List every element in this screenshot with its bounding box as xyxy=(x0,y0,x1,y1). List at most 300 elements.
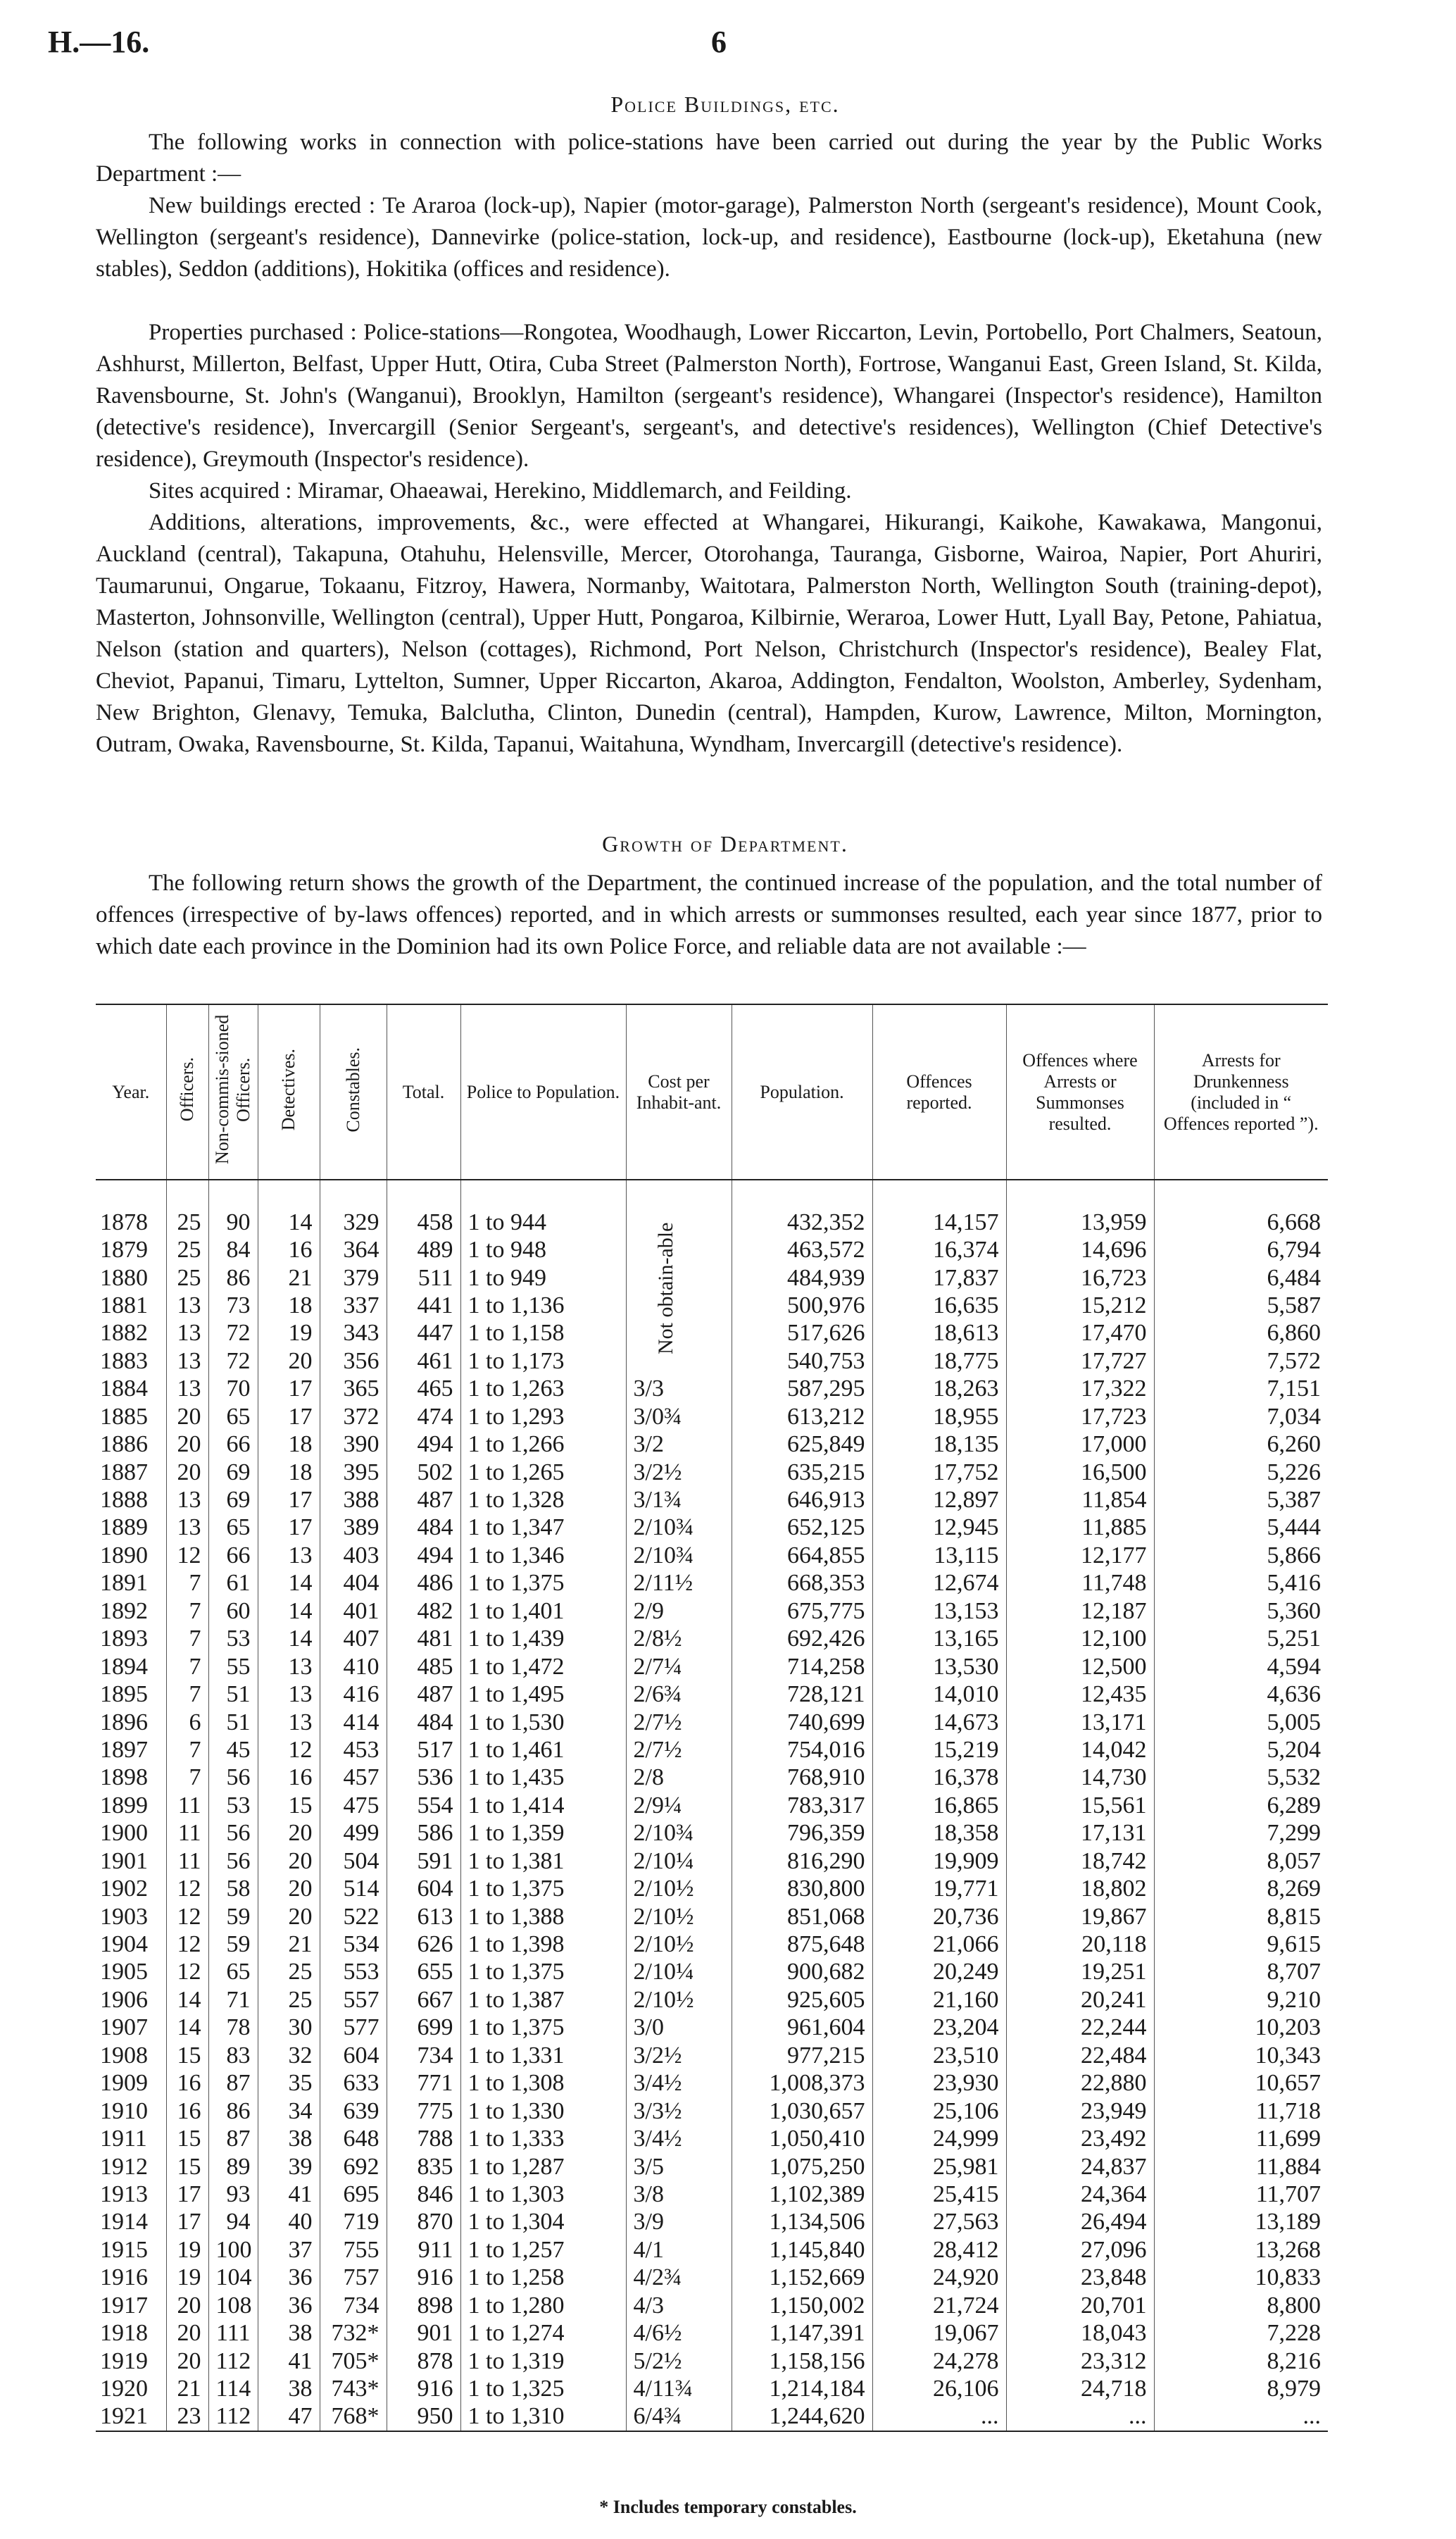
cell-constables: 705* xyxy=(320,2347,387,2374)
cell-nco: 93 xyxy=(208,2181,258,2208)
cell-detectives: 35 xyxy=(258,2069,320,2097)
cell-constables: 404 xyxy=(320,1569,387,1597)
cell-ratio: 1 to 1,274 xyxy=(460,2319,626,2347)
cell-total: 484 xyxy=(387,1708,460,1735)
cell-drunkenness: 7,299 xyxy=(1154,1819,1328,1847)
cell-arrests: 20,701 xyxy=(1006,2292,1154,2319)
cell-nco: 53 xyxy=(208,1792,258,1819)
cell-constables: 365 xyxy=(320,1375,387,1402)
cell-offences: ... xyxy=(872,2402,1006,2431)
cell-cost: 4/11¾ xyxy=(626,2375,732,2402)
cell-year: 1914 xyxy=(100,2209,148,2235)
cell-year: 1918 xyxy=(100,2320,148,2347)
cell-officers: 13 xyxy=(166,1486,208,1514)
cell-detectives: 14 xyxy=(258,1597,320,1625)
cell-offences: 21,160 xyxy=(872,1986,1006,2014)
cell-total: 494 xyxy=(387,1542,460,1569)
cell-constables: 768* xyxy=(320,2402,387,2431)
table-row xyxy=(96,1569,1328,1597)
table-row xyxy=(96,2402,1328,2431)
cell-arrests: 17,723 xyxy=(1006,1403,1154,1430)
cell-population: 728,121 xyxy=(732,1680,872,1708)
cell-population: 463,572 xyxy=(732,1236,872,1264)
cell-ratio: 1 to 944 xyxy=(460,1208,626,1235)
cell-arrests: 26,494 xyxy=(1006,2208,1154,2235)
cell-nco: 78 xyxy=(208,2014,258,2041)
cell-cost: 3/3 xyxy=(626,1375,732,1402)
cell-constables: 410 xyxy=(320,1652,387,1680)
cell-officers: 7 xyxy=(166,1764,208,1791)
cell-cost: 2/10¾ xyxy=(626,1819,732,1847)
cell-constables: 372 xyxy=(320,1403,387,1430)
cell-year: 1899 xyxy=(100,1792,148,1819)
table-row xyxy=(96,2264,1328,2291)
cell-detectives: 25 xyxy=(258,1986,320,2014)
cell-ratio: 1 to 1,258 xyxy=(460,2264,626,2291)
cell-detectives: 16 xyxy=(258,1764,320,1791)
cell-drunkenness: 8,057 xyxy=(1154,1847,1328,1875)
cell-ratio: 1 to 1,303 xyxy=(460,2181,626,2208)
cell-total: 517 xyxy=(387,1736,460,1764)
cell-year: 1879 xyxy=(100,1237,148,1264)
cell-offences: 14,157 xyxy=(872,1208,1006,1235)
cell-drunkenness: 5,387 xyxy=(1154,1486,1328,1514)
cell-detectives: 20 xyxy=(258,1847,320,1875)
cell-drunkenness: 9,615 xyxy=(1154,1930,1328,1958)
cell-drunkenness: 5,005 xyxy=(1154,1708,1328,1735)
cell-offences: 20,736 xyxy=(872,1902,1006,1930)
cell-ratio: 1 to 1,388 xyxy=(460,1902,626,1930)
cell-offences: 23,930 xyxy=(872,2069,1006,2097)
col-header-year: Year. xyxy=(96,1004,166,1180)
cell-offences: 18,613 xyxy=(872,1319,1006,1347)
cell-constables: 695 xyxy=(320,2181,387,2208)
table-row xyxy=(96,1486,1328,1514)
cell-population: 432,352 xyxy=(732,1208,872,1235)
cell-cost xyxy=(626,1208,732,1375)
cell-nco: 112 xyxy=(208,2402,258,2431)
cell-offences: 21,724 xyxy=(872,2292,1006,2319)
table-spacer-row xyxy=(96,1180,1328,1208)
cell-total: 775 xyxy=(387,2097,460,2124)
cell-constables: 522 xyxy=(320,1902,387,1930)
cell-year: 1878 xyxy=(100,1209,148,1235)
cell-nco: 66 xyxy=(208,1542,258,1569)
spacer-cell xyxy=(258,1180,320,1208)
table-row xyxy=(96,2097,1328,2124)
cell-ratio: 1 to 1,375 xyxy=(460,1958,626,1985)
cell-year: 1919 xyxy=(100,2347,148,2374)
cell-total: 870 xyxy=(387,2208,460,2235)
cell-officers: 19 xyxy=(166,2264,208,2291)
cell-drunkenness: ... xyxy=(1154,2402,1328,2431)
cell-year: 1900 xyxy=(100,1820,148,1847)
spacer-cell xyxy=(1154,1180,1328,1208)
cell-arrests: 22,880 xyxy=(1006,2069,1154,2097)
cell-year: 1894 xyxy=(100,1653,148,1680)
cell-total: 511 xyxy=(387,1264,460,1291)
cell-constables: 356 xyxy=(320,1347,387,1375)
cell-ratio: 1 to 1,346 xyxy=(460,1542,626,1569)
cell-year: 1882 xyxy=(100,1320,148,1347)
cell-detectives: 18 xyxy=(258,1458,320,1485)
cell-nco: 73 xyxy=(208,1292,258,1319)
cell-cost: 2/10½ xyxy=(626,1930,732,1958)
table-row xyxy=(96,1764,1328,1791)
cell-population: 625,849 xyxy=(732,1430,872,1458)
spacer-cell xyxy=(166,1180,208,1208)
cell-total: 667 xyxy=(387,1986,460,2014)
cell-officers: 15 xyxy=(166,2042,208,2069)
cell-offences: 17,752 xyxy=(872,1458,1006,1485)
cell-constables: 557 xyxy=(320,1986,387,2014)
cell-drunkenness: 11,707 xyxy=(1154,2181,1328,2208)
cell-population: 1,075,250 xyxy=(732,2152,872,2180)
cell-total: 846 xyxy=(387,2181,460,2208)
cell-offences: 18,263 xyxy=(872,1375,1006,1402)
cell-total: 916 xyxy=(387,2375,460,2402)
cell-officers: 14 xyxy=(166,2014,208,2041)
cell-year: 1885 xyxy=(100,1403,148,1430)
cell-ratio: 1 to 1,381 xyxy=(460,1847,626,1875)
spacer-cell xyxy=(1006,1180,1154,1208)
cell-drunkenness: 10,203 xyxy=(1154,2014,1328,2041)
cell-detectives: 25 xyxy=(258,1958,320,1985)
cell-drunkenness: 7,228 xyxy=(1154,2319,1328,2347)
cell-detectives: 36 xyxy=(258,2264,320,2291)
cell-population: 977,215 xyxy=(732,2042,872,2069)
cell-year: 1884 xyxy=(100,1375,148,1402)
cell-drunkenness: 11,884 xyxy=(1154,2152,1328,2180)
cell-cost: 2/11½ xyxy=(626,1569,732,1597)
cell-arrests: 24,718 xyxy=(1006,2375,1154,2402)
table-header-row xyxy=(96,1004,1328,1180)
cell-ratio: 1 to 1,319 xyxy=(460,2347,626,2374)
cell-detectives: 16 xyxy=(258,1236,320,1264)
cell-officers: 20 xyxy=(166,1458,208,1485)
cell-detectives: 30 xyxy=(258,2014,320,2041)
paragraph-additions: Additions, alterations, improvements, &c., were effected at Whangarei, Hikurangi, Kaikohe, Kawakawa, Mangonui, Auckland (central), Takapuna, Otahuhu, Helensville, Mercer, Otorohanga, Tauranga, Gisborne, Wairoa, Napier, Port Ahuriri, Taumarunui, Ongarue, Tokaanu, Fitzroy, Hawera, Normanby, Waitotara, Palmerston North, Wellington South (training-depot), Masterton, Johnsonville, Wellington (central), Upper Hutt, Pongaroa, Kilbirnie, Weraroa, Lower Hutt, Lyall Bay, Petone, Pahiatua, Nelson (station and quarters), Nelson (cottages), Richmond, Port Nelson, Christchurch (Inspector's residence), Bealey Flat, Cheviot, Papanui, Timaru, Lyttelton, Sumner, Upper Riccarton, Akaroa, Addington, Fendalton, Woolston, Amberley, Sydenham, New Brighton, Glenavy, Temuka, Balclutha, Clinton, Dunedin (central), Hampden, Kurow, Lawrence, Milton, Mornington, Outram, Owaka, Ravensbourne, St. Kilda, Tapanui, Waitahuna, Wyndham, Invercargill (detective's residence). xyxy=(96,510,1322,757)
table-row xyxy=(96,1958,1328,1985)
cell-drunkenness: 10,343 xyxy=(1154,2042,1328,2069)
cell-ratio: 1 to 1,287 xyxy=(460,2152,626,2180)
cell-population: 961,604 xyxy=(732,2014,872,2041)
cell-drunkenness: 8,815 xyxy=(1154,1902,1328,1930)
cell-population: 816,290 xyxy=(732,1847,872,1875)
cell-constables: 401 xyxy=(320,1597,387,1625)
cell-total: 586 xyxy=(387,1819,460,1847)
cell-cost: 2/10½ xyxy=(626,1875,732,1902)
cell-ratio: 1 to 948 xyxy=(460,1236,626,1264)
cell-total: 604 xyxy=(387,1875,460,1902)
table-row xyxy=(96,2292,1328,2319)
cell-detectives: 38 xyxy=(258,2375,320,2402)
cell-detectives: 20 xyxy=(258,1819,320,1847)
cell-nco: 51 xyxy=(208,1708,258,1735)
cell-arrests: 15,561 xyxy=(1006,1792,1154,1819)
cell-population: 768,910 xyxy=(732,1764,872,1791)
cell-year: 1920 xyxy=(100,2376,148,2402)
cell-constables: 639 xyxy=(320,2097,387,2124)
table-row xyxy=(96,1652,1328,1680)
cell-cost: 3/0 xyxy=(626,2014,732,2041)
col-header-population: Population. xyxy=(732,1004,872,1180)
spacer-cell xyxy=(208,1180,258,1208)
cell-cost: 2/8 xyxy=(626,1764,732,1791)
cell-nco: 89 xyxy=(208,2152,258,2180)
cell-constables: 407 xyxy=(320,1625,387,1652)
col-header-officers: Officers. xyxy=(166,1004,208,1180)
cell-detectives: 32 xyxy=(258,2042,320,2069)
cell-population: 1,008,373 xyxy=(732,2069,872,2097)
cell-year: 1897 xyxy=(100,1736,148,1763)
cell-year: 1905 xyxy=(100,1959,148,1985)
cell-nco: 66 xyxy=(208,1430,258,1458)
cell-officers: 11 xyxy=(166,1847,208,1875)
cell-drunkenness: 13,189 xyxy=(1154,2208,1328,2235)
cell-detectives: 15 xyxy=(258,1792,320,1819)
cell-offences: 16,865 xyxy=(872,1792,1006,1819)
cell-constables: 414 xyxy=(320,1708,387,1735)
cell-cost: 2/7½ xyxy=(626,1708,732,1735)
cell-cost: 2/10¾ xyxy=(626,1514,732,1541)
cell-arrests: 17,470 xyxy=(1006,1319,1154,1347)
cell-population: 1,050,410 xyxy=(732,2125,872,2152)
cell-cost: 3/3½ xyxy=(626,2097,732,2124)
cell-population: 1,150,002 xyxy=(732,2292,872,2319)
cell-cost: 2/7½ xyxy=(626,1736,732,1764)
cell-drunkenness: 13,268 xyxy=(1154,2236,1328,2264)
cell-ratio: 1 to 1,359 xyxy=(460,1819,626,1847)
cell-arrests: ... xyxy=(1006,2402,1154,2431)
cell-year: 1915 xyxy=(100,2236,148,2263)
cell-total: 835 xyxy=(387,2152,460,2180)
cell-offences: 25,106 xyxy=(872,2097,1006,2124)
cell-ratio: 1 to 1,414 xyxy=(460,1792,626,1819)
table-row xyxy=(96,2347,1328,2374)
cell-drunkenness: 8,707 xyxy=(1154,1958,1328,1985)
cell-offences: 19,771 xyxy=(872,1875,1006,1902)
col-header-cost: Cost per Inhabit-ant. xyxy=(626,1004,732,1180)
cell-offences: 27,563 xyxy=(872,2208,1006,2235)
cell-cost: 2/9¼ xyxy=(626,1792,732,1819)
cell-population: 540,753 xyxy=(732,1347,872,1375)
table-row xyxy=(96,2152,1328,2180)
cell-year: 1888 xyxy=(100,1487,148,1514)
cell-arrests: 19,251 xyxy=(1006,1958,1154,1985)
cell-detectives: 41 xyxy=(258,2181,320,2208)
cell-population: 1,244,620 xyxy=(732,2402,872,2431)
cell-officers: 6 xyxy=(166,1708,208,1735)
cell-officers: 7 xyxy=(166,1652,208,1680)
cell-year: 1917 xyxy=(100,2292,148,2319)
cell-offences: 14,673 xyxy=(872,1708,1006,1735)
cell-total: 771 xyxy=(387,2069,460,2097)
cell-detectives: 41 xyxy=(258,2347,320,2374)
table-row xyxy=(96,1375,1328,1402)
cell-detectives: 21 xyxy=(258,1930,320,1958)
cell-cost: 2/10½ xyxy=(626,1902,732,1930)
cell-nco: 70 xyxy=(208,1375,258,1402)
cell-nco: 59 xyxy=(208,1930,258,1958)
cell-officers: 12 xyxy=(166,1542,208,1569)
cell-constables: 457 xyxy=(320,1764,387,1791)
cell-total: 554 xyxy=(387,1792,460,1819)
cell-nco: 55 xyxy=(208,1652,258,1680)
cell-year: 1886 xyxy=(100,1431,148,1458)
cell-drunkenness: 11,699 xyxy=(1154,2125,1328,2152)
cell-officers: 19 xyxy=(166,2236,208,2264)
cell-nco: 87 xyxy=(208,2125,258,2152)
cell-year: 1892 xyxy=(100,1597,148,1624)
cell-officers: 17 xyxy=(166,2181,208,2208)
cell-total: 613 xyxy=(387,1902,460,1930)
cell-nco: 100 xyxy=(208,2236,258,2264)
paragraph-growth-intro: The following return shows the growth of the Department, the continued increase of the population, and the total number of offences (irrespective of by-laws offences) reported, and in which arrests or summonses resulted, each year since 1877, prior to which date each province in the Dominion had its own Police Force, and reliable data are not available :— xyxy=(96,871,1322,959)
cell-drunkenness: 6,260 xyxy=(1154,1430,1328,1458)
cell-year: 1896 xyxy=(100,1709,148,1735)
paragraph-intro: The following works in connection with police-stations have been carried out during the year by the Public Works Department :— xyxy=(96,130,1322,187)
cell-nco: 53 xyxy=(208,1625,258,1652)
cell-detectives: 17 xyxy=(258,1486,320,1514)
cell-constables: 499 xyxy=(320,1819,387,1847)
cell-ratio: 1 to 1,331 xyxy=(460,2042,626,2069)
cell-arrests: 11,748 xyxy=(1006,1569,1154,1597)
cell-ratio: 1 to 1,472 xyxy=(460,1652,626,1680)
cell-arrests: 15,212 xyxy=(1006,1292,1154,1319)
cell-drunkenness: 7,034 xyxy=(1154,1403,1328,1430)
cell-offences: 17,837 xyxy=(872,1264,1006,1291)
table-row xyxy=(96,1819,1328,1847)
cell-constables: 719 xyxy=(320,2208,387,2235)
cell-cost: 4/2¾ xyxy=(626,2264,732,2291)
cell-population: 613,212 xyxy=(732,1403,872,1430)
cell-ratio: 1 to 1,263 xyxy=(460,1375,626,1402)
cell-cost: 3/0¾ xyxy=(626,1403,732,1430)
cell-population: 1,158,156 xyxy=(732,2347,872,2374)
cell-officers: 13 xyxy=(166,1319,208,1347)
cell-population: 652,125 xyxy=(732,1514,872,1541)
spacer-cell xyxy=(320,1180,387,1208)
cell-nco: 86 xyxy=(208,1264,258,1291)
cell-drunkenness: 6,794 xyxy=(1154,1236,1328,1264)
cell-nco: 56 xyxy=(208,1819,258,1847)
cell-cost: 3/4½ xyxy=(626,2125,732,2152)
cell-total: 626 xyxy=(387,1930,460,1958)
cell-population: 1,214,184 xyxy=(732,2375,872,2402)
cell-population: 1,147,391 xyxy=(732,2319,872,2347)
cell-arrests: 18,742 xyxy=(1006,1847,1154,1875)
cell-population: 517,626 xyxy=(732,1319,872,1347)
cell-cost: 4/1 xyxy=(626,2236,732,2264)
cell-year: 1902 xyxy=(100,1876,148,1902)
cell-total: 441 xyxy=(387,1292,460,1319)
cell-cost: 2/7¼ xyxy=(626,1652,732,1680)
cell-constables: 734 xyxy=(320,2292,387,2319)
cell-constables: 416 xyxy=(320,1680,387,1708)
cell-arrests: 16,500 xyxy=(1006,1458,1154,1485)
cell-offences: 28,412 xyxy=(872,2236,1006,2264)
cell-offences: 12,945 xyxy=(872,1514,1006,1541)
cell-total: 788 xyxy=(387,2125,460,2152)
cell-drunkenness: 8,800 xyxy=(1154,2292,1328,2319)
cell-year: 1901 xyxy=(100,1847,148,1874)
cell-constables: 504 xyxy=(320,1847,387,1875)
cell-ratio: 1 to 1,387 xyxy=(460,1986,626,2014)
cell-total: 474 xyxy=(387,1403,460,1430)
col-header-nco: Non-commis-sioned Officers. xyxy=(208,1004,258,1180)
cell-population: 1,134,506 xyxy=(732,2208,872,2235)
cell-drunkenness: 6,668 xyxy=(1154,1208,1328,1235)
cell-nco: 87 xyxy=(208,2069,258,2097)
cell-arrests: 12,500 xyxy=(1006,1652,1154,1680)
cell-population: 484,939 xyxy=(732,1264,872,1291)
cell-offences: 14,010 xyxy=(872,1680,1006,1708)
cell-total: 878 xyxy=(387,2347,460,2374)
cell-nco: 65 xyxy=(208,1403,258,1430)
cell-arrests: 12,187 xyxy=(1006,1597,1154,1625)
cell-drunkenness: 4,636 xyxy=(1154,1680,1328,1708)
cell-offences: 20,249 xyxy=(872,1958,1006,1985)
cell-nco: 104 xyxy=(208,2264,258,2291)
cell-nco: 112 xyxy=(208,2347,258,2374)
paragraph-properties: Properties purchased : Police-stations—Rongotea, Woodhaugh, Lower Riccarton, Levin, Portobello, Port Chalmers, Seatoun, Ashhurst, Millerton, Belfast, Upper Hutt, Otira, Cuba Street (Palmerston North), Fortrose, Wanganui East, Green Island, St. Kilda, Ravensbourne, St. John's (Wanganui), Brooklyn, Hamilton (sergeant's residence), Whangarei (Inspector's residence), Hamilton (detective's residence), Invercargill (Senior Sergeant's, sergeant's, and detective's residences), Wellington (Chief Detective's residence), Greymouth (Inspector's residence). xyxy=(96,320,1322,472)
cell-arrests: 14,042 xyxy=(1006,1736,1154,1764)
cell-constables: 732* xyxy=(320,2319,387,2347)
cell-officers: 16 xyxy=(166,2097,208,2124)
table-row xyxy=(96,1902,1328,1930)
cell-detectives: 17 xyxy=(258,1375,320,1402)
cell-constables: 343 xyxy=(320,1319,387,1347)
cell-nco: 69 xyxy=(208,1458,258,1485)
cell-ratio: 1 to 1,325 xyxy=(460,2375,626,2402)
cell-ratio: 1 to 1,328 xyxy=(460,1486,626,1514)
table-row xyxy=(96,2208,1328,2235)
cell-officers: 20 xyxy=(166,1430,208,1458)
cell-year: 1895 xyxy=(100,1681,148,1708)
cell-constables: 390 xyxy=(320,1430,387,1458)
cell-nco: 90 xyxy=(208,1208,258,1235)
cell-population: 796,359 xyxy=(732,1819,872,1847)
cell-detectives: 18 xyxy=(258,1292,320,1319)
growth-table xyxy=(96,1004,1328,2432)
cell-officers: 21 xyxy=(166,2375,208,2402)
cell-total: 901 xyxy=(387,2319,460,2347)
cell-constables: 329 xyxy=(320,1208,387,1235)
growth-table-container xyxy=(96,1004,1328,2432)
table-row xyxy=(96,1514,1328,1541)
cell-arrests: 20,118 xyxy=(1006,1930,1154,1958)
cell-drunkenness: 5,587 xyxy=(1154,1292,1328,1319)
cell-constables: 389 xyxy=(320,1514,387,1541)
cell-officers: 7 xyxy=(166,1736,208,1764)
spacer-cell xyxy=(460,1180,626,1208)
cell-cost: 3/1¾ xyxy=(626,1486,732,1514)
cell-drunkenness: 8,979 xyxy=(1154,2375,1328,2402)
table-body xyxy=(96,1180,1328,2431)
table-row xyxy=(96,1458,1328,1485)
cell-drunkenness: 8,269 xyxy=(1154,1875,1328,1902)
cell-officers: 20 xyxy=(166,2292,208,2319)
table-row xyxy=(96,2042,1328,2069)
cell-arrests: 22,484 xyxy=(1006,2042,1154,2069)
cell-officers: 23 xyxy=(166,2402,208,2431)
cell-constables: 577 xyxy=(320,2014,387,2041)
cell-year: 1880 xyxy=(100,1264,148,1291)
report-reference: H.—16. xyxy=(48,25,150,59)
cell-nco: 56 xyxy=(208,1764,258,1791)
cell-ratio: 1 to 1,304 xyxy=(460,2208,626,2235)
